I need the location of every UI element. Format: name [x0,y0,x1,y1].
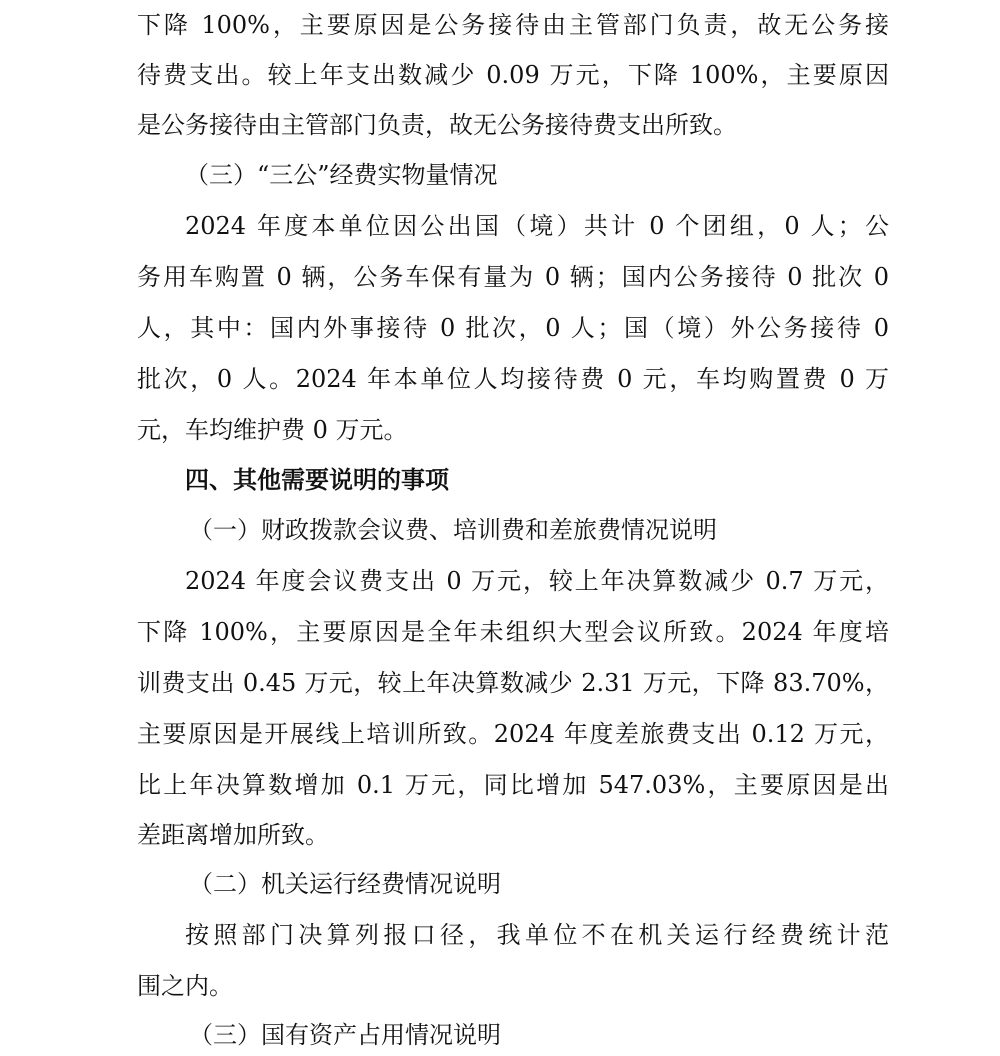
section-heading-3: （三）“三公”经费实物量情况 [185,161,498,189]
paragraph-line: 训费支出 0.45 万元，较上年决算数减少 2.31 万元，下降 83.70%， [137,669,889,697]
paragraph-line: 比上年决算数增加 0.1 万元，同比增加 547.03%，主要原因是出 [137,771,889,799]
sub-heading-3: （三）国有资产占用情况说明 [189,1021,501,1049]
paragraph-line: 人，其中：国内外事接待 0 批次，0 人；国（境）外公务接待 0 [137,314,889,342]
paragraph-line: 下降 100%，主要原因是全年未组织大型会议所致。2024 年度培 [137,618,889,646]
paragraph-line: 2024 年度会议费支出 0 万元，较上年决算数减少 0.7 万元， [185,567,889,595]
sub-heading-1: （一）财政拨款会议费、培训费和差旅费情况说明 [189,516,717,544]
paragraph-line: 主要原因是开展线上培训所致。2024 年度差旅费支出 0.12 万元， [137,720,889,748]
paragraph-line: 是公务接待由主管部门负责，故无公务接待费支出所致。 [137,111,737,139]
section-heading-4: 四、其他需要说明的事项 [185,466,449,494]
paragraph-line: 围之内。 [137,972,233,1000]
paragraph-line: 差距离增加所致。 [137,821,329,849]
paragraph-line: 2024 年度本单位因公出国（境）共计 0 个团组，0 人；公 [185,212,889,240]
paragraph-line: 元，车均维护费 0 万元。 [137,416,408,444]
paragraph-line: 批次，0 人。2024 年本单位人均接待费 0 元，车均购置费 0 万 [137,365,889,393]
paragraph-line: 按照部门决算列报口径，我单位不在机关运行经费统计范 [185,921,889,949]
paragraph-line: 下降 100%，主要原因是公务接待由主管部门负责，故无公务接 [137,11,889,39]
paragraph-line: 务用车购置 0 辆，公务车保有量为 0 辆；国内公务接待 0 批次 0 [137,263,889,291]
sub-heading-2: （二）机关运行经费情况说明 [189,870,501,898]
paragraph-line: 待费支出。较上年支出数减少 0.09 万元，下降 100%，主要原因 [137,61,889,89]
